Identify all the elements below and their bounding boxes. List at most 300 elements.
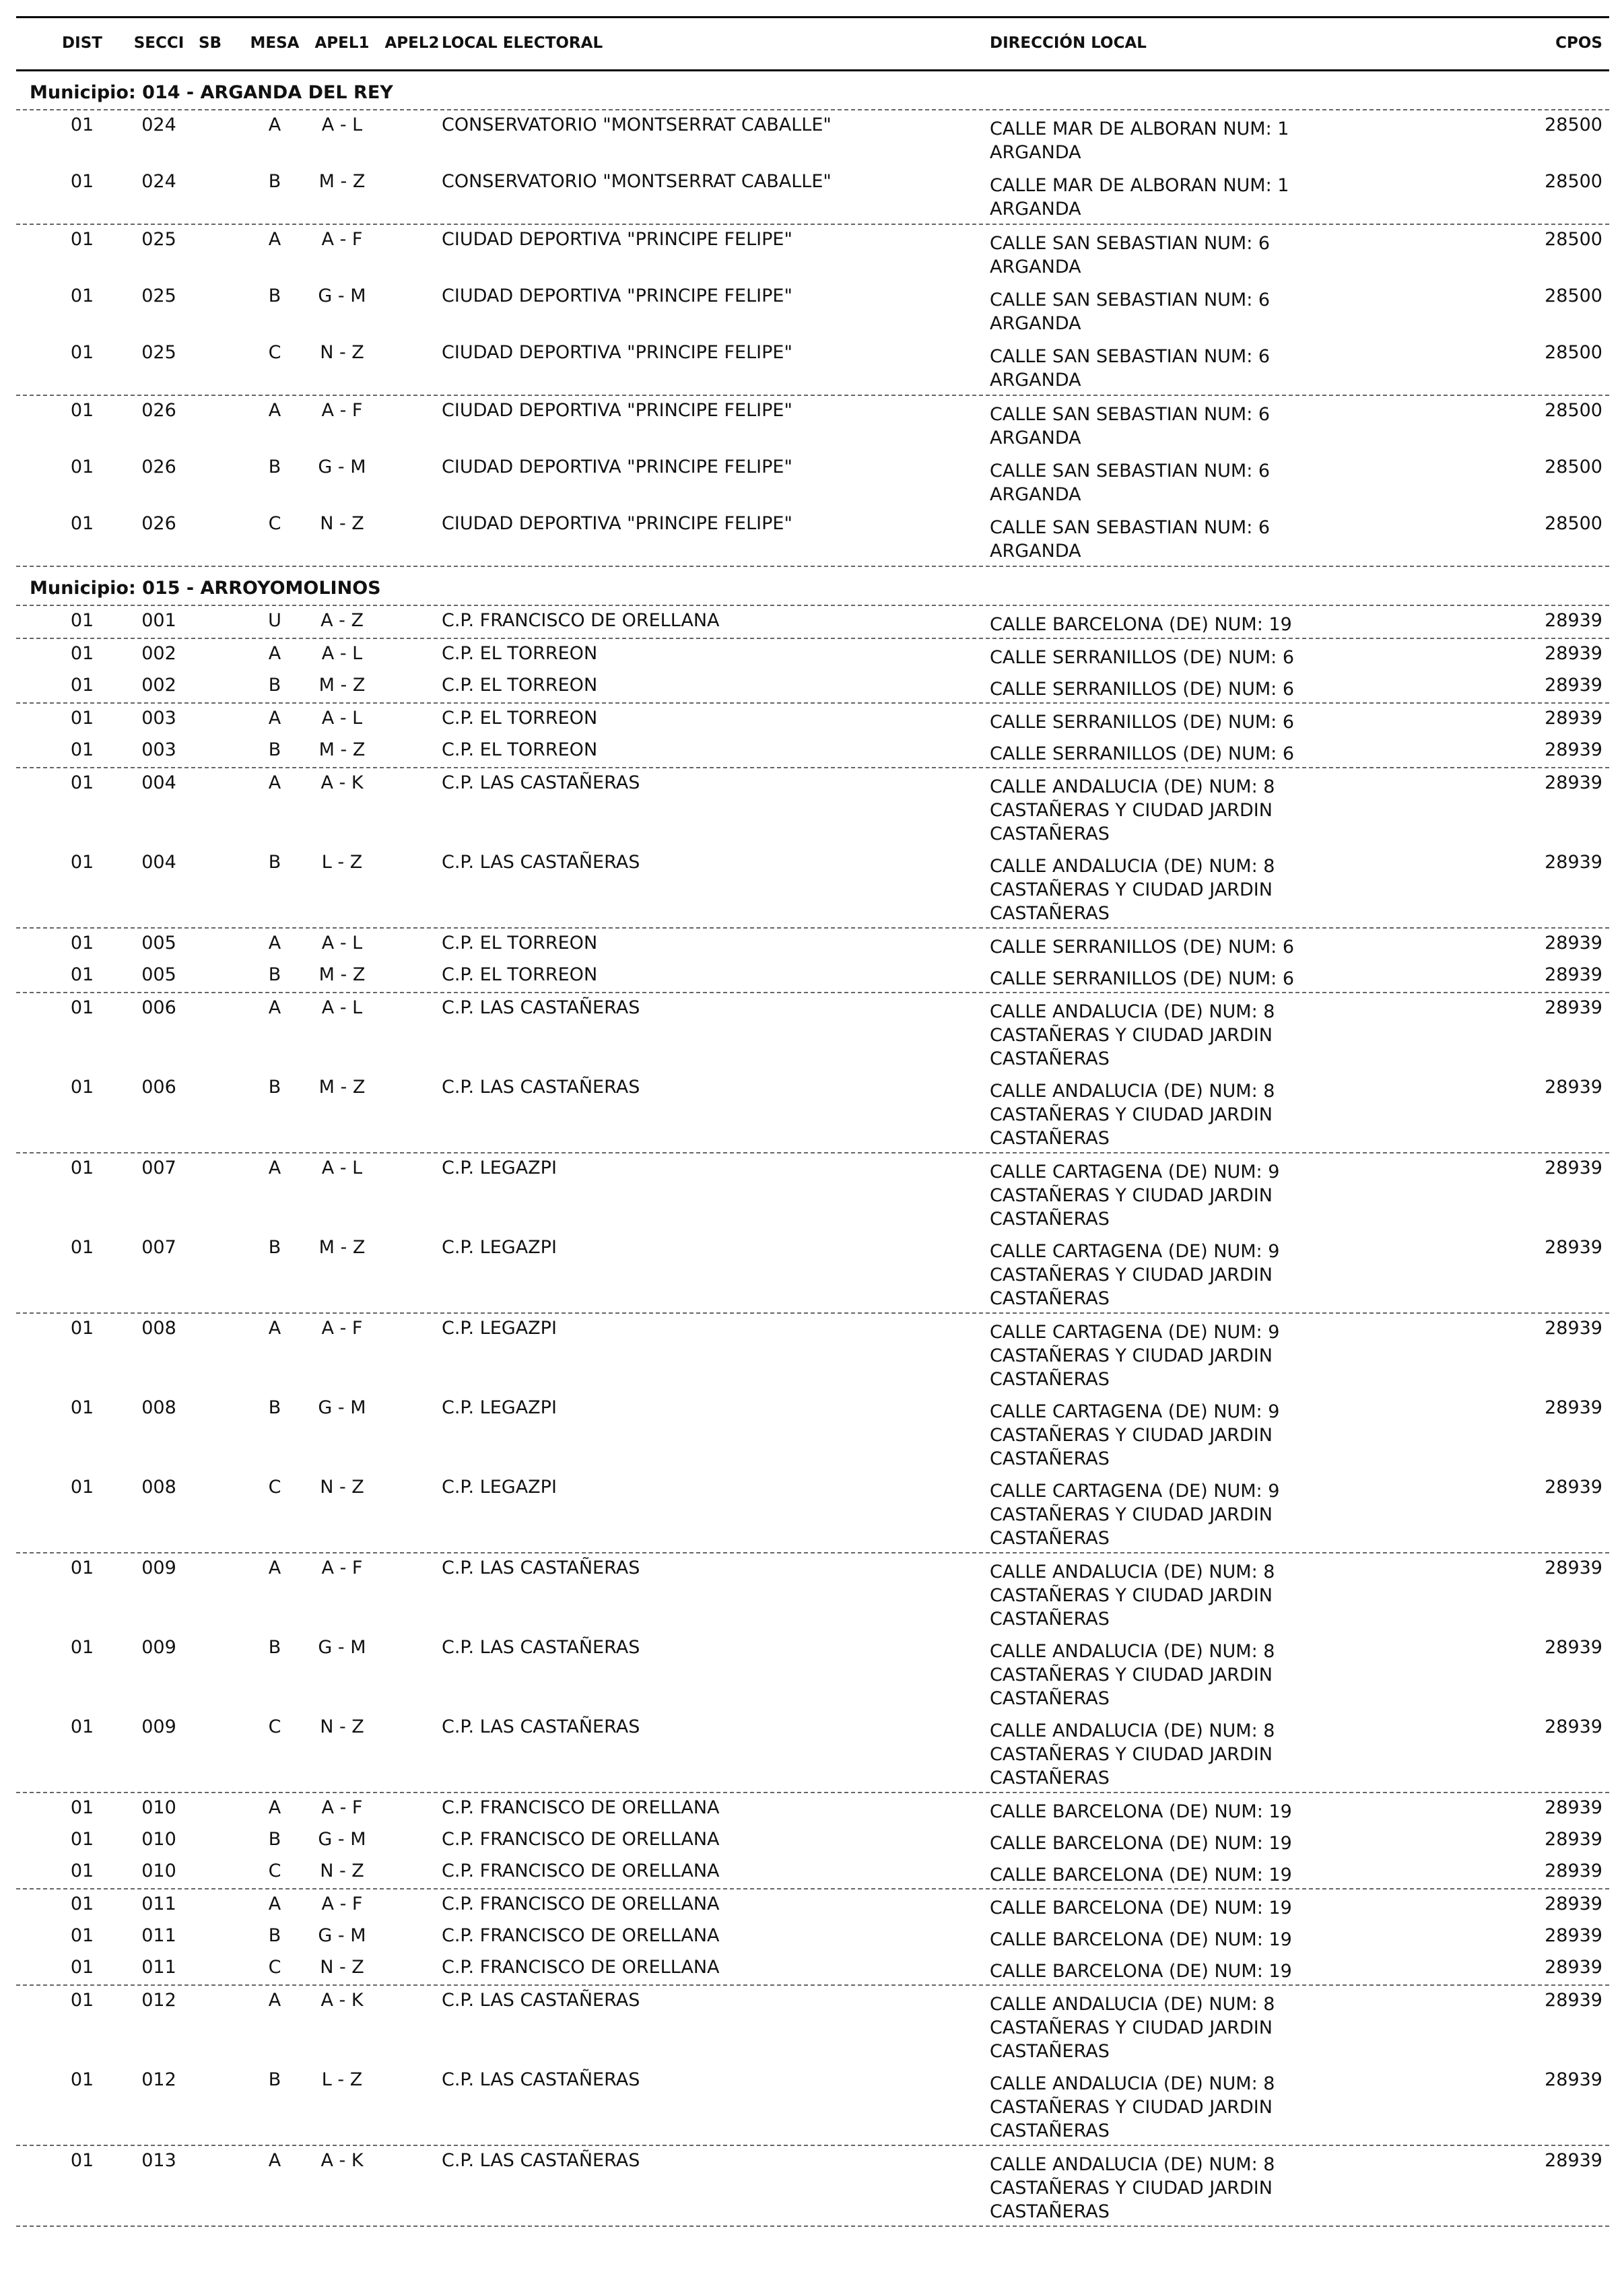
cell-secci: 007 <box>141 1237 176 1258</box>
cell-direccion-line: CASTAÑERAS <box>990 2201 1110 2222</box>
cell-mesa: B <box>268 1077 281 1098</box>
cell-direccion-line: CASTAÑERAS Y CIUDAD JARDIN <box>990 2017 1273 2038</box>
cell-direccion-line: CASTAÑERAS <box>990 1209 1110 1230</box>
cell-local: C.P. LEGAZPI <box>442 1237 557 1258</box>
section-group <box>16 1153 1609 1314</box>
table-row <box>16 1633 1609 1712</box>
cell-apel1: L - Z <box>321 852 363 873</box>
cell-cpos: 28939 <box>1545 1077 1602 1098</box>
cell-mesa: A <box>268 643 281 664</box>
cell-cpos: 28939 <box>1545 1318 1602 1339</box>
cell-mesa: A <box>268 1797 281 1818</box>
cell-apel1: N - Z <box>320 1957 364 1978</box>
section-group <box>16 1793 1609 1889</box>
cell-cpos: 28939 <box>1545 1158 1602 1178</box>
cell-direccion-line: CALLE SAN SEBASTIAN NUM: 6 <box>990 233 1271 254</box>
cell-dist: 01 <box>70 171 94 192</box>
cell-local: C.P. LAS CASTAÑERAS <box>442 997 640 1018</box>
cell-dist: 01 <box>70 852 94 873</box>
cell-dist: 01 <box>70 2150 94 2171</box>
header-mesa: MESA <box>250 34 300 52</box>
cell-cpos: 28939 <box>1545 1237 1602 1258</box>
header-dist: DIST <box>62 34 102 52</box>
cell-mesa: C <box>268 1861 281 1881</box>
header-secci: SECCI <box>133 34 184 52</box>
cell-secci: 009 <box>141 1716 176 1737</box>
cell-apel1: M - Z <box>318 171 366 192</box>
table-row <box>16 735 1609 767</box>
cell-apel1: A - F <box>321 1318 363 1339</box>
cell-direccion-line: CASTAÑERAS <box>990 1288 1110 1309</box>
cell-cpos: 28939 <box>1545 2069 1602 2090</box>
section-group <box>16 768 1609 929</box>
cell-direccion-line: CALLE SERRANILLOS (DE) NUM: 6 <box>990 968 1295 989</box>
cell-direccion-line: CASTAÑERAS Y CIUDAD JARDIN <box>990 1025 1273 1046</box>
cell-dist: 01 <box>70 457 94 477</box>
cell-dist: 01 <box>70 1477 94 1498</box>
cell-direccion-line: CASTAÑERAS Y CIUDAD JARDIN <box>990 800 1273 821</box>
cell-direccion-line: CASTAÑERAS <box>990 1128 1110 1149</box>
cell-dist: 01 <box>70 708 94 729</box>
cell-local: C.P. EL TORREON <box>442 675 598 696</box>
cell-dist: 01 <box>70 1829 94 1850</box>
cell-local: C.P. FRANCISCO DE ORELLANA <box>442 1894 720 1914</box>
cell-direccion-line: CASTAÑERAS <box>990 1528 1110 1549</box>
cell-secci: 005 <box>141 964 176 985</box>
cell-secci: 002 <box>141 675 176 696</box>
cell-local: C.P. LAS CASTAÑERAS <box>442 772 640 793</box>
cell-direccion-line: CALLE CARTAGENA (DE) NUM: 9 <box>990 1481 1280 1502</box>
cell-mesa: A <box>268 997 281 1018</box>
cell-secci: 013 <box>141 2150 176 2171</box>
cell-apel1: M - Z <box>318 739 366 760</box>
cell-dist: 01 <box>70 1797 94 1818</box>
cell-secci: 006 <box>141 1077 176 1098</box>
cell-mesa: A <box>268 1318 281 1339</box>
table-row <box>16 110 1609 167</box>
cell-local: C.P. LAS CASTAÑERAS <box>442 852 640 873</box>
cell-direccion-line: CALLE SERRANILLOS (DE) NUM: 6 <box>990 712 1295 733</box>
table-row <box>16 2065 1609 2145</box>
cell-direccion-line: CASTAÑERAS <box>990 824 1110 844</box>
cell-apel1: A - L <box>321 1158 363 1178</box>
cell-secci: 011 <box>141 1957 176 1978</box>
cell-direccion-line: CALLE ANDALUCIA (DE) NUM: 8 <box>990 2154 1275 2175</box>
section-group <box>16 993 1609 1153</box>
cell-cpos: 28500 <box>1545 513 1602 534</box>
table-row <box>16 1473 1609 1552</box>
cell-mesa: A <box>268 1990 281 2011</box>
cell-secci: 024 <box>141 171 176 192</box>
cell-local: CIUDAD DEPORTIVA "PRINCIPE FELIPE" <box>442 286 792 306</box>
cell-direccion-line: CALLE ANDALUCIA (DE) NUM: 8 <box>990 1994 1275 2015</box>
cell-secci: 004 <box>141 852 176 873</box>
cell-local: C.P. LAS CASTAÑERAS <box>442 1990 640 2011</box>
cell-apel1: G - M <box>318 286 366 306</box>
cell-mesa: B <box>268 852 281 873</box>
section-group <box>16 1553 1609 1793</box>
cell-apel1: M - Z <box>318 964 366 985</box>
cell-cpos: 28500 <box>1545 171 1602 192</box>
cell-direccion-line: ARGANDA <box>990 541 1081 562</box>
municipio-title: Municipio: 014 - ARGANDA DEL REY <box>30 82 393 103</box>
cell-mesa: A <box>268 708 281 729</box>
cell-direccion-line: CALLE ANDALUCIA (DE) NUM: 8 <box>990 1641 1275 1662</box>
cell-secci: 011 <box>141 1894 176 1914</box>
cell-dist: 01 <box>70 2069 94 2090</box>
cell-direccion-line: ARGANDA <box>990 484 1081 505</box>
cell-dist: 01 <box>70 1397 94 1418</box>
cell-local: C.P. LAS CASTAÑERAS <box>442 2069 640 2090</box>
cell-mesa: B <box>268 1637 281 1658</box>
cell-direccion-line: CALLE BARCELONA (DE) NUM: 19 <box>990 1929 1292 1950</box>
cell-apel1: M - Z <box>318 1077 366 1098</box>
cell-cpos: 28939 <box>1545 852 1602 873</box>
cell-direccion-line: CALLE BARCELONA (DE) NUM: 19 <box>990 1961 1292 1982</box>
cell-cpos: 28500 <box>1545 229 1602 250</box>
cell-direccion-line: CASTAÑERAS Y CIUDAD JARDIN <box>990 2178 1273 2199</box>
cell-dist: 01 <box>70 114 94 135</box>
table-row <box>16 1073 1609 1152</box>
cell-mesa: B <box>268 2069 281 2090</box>
cell-cpos: 28939 <box>1545 1957 1602 1978</box>
cell-secci: 011 <box>141 1925 176 1946</box>
cell-apel1: A - Z <box>320 610 364 631</box>
cell-local: C.P. EL TORREON <box>442 933 598 953</box>
cell-secci: 006 <box>141 997 176 1018</box>
table-row <box>16 1856 1609 1888</box>
cell-direccion-line: CALLE BARCELONA (DE) NUM: 19 <box>990 614 1292 635</box>
table-row <box>16 453 1609 509</box>
cell-apel1: A - L <box>321 933 363 953</box>
cell-direccion-line: CALLE SAN SEBASTIAN NUM: 6 <box>990 517 1271 538</box>
cell-cpos: 28939 <box>1545 675 1602 696</box>
cell-cpos: 28500 <box>1545 400 1602 421</box>
cell-cpos: 28939 <box>1545 739 1602 760</box>
cell-dist: 01 <box>70 513 94 534</box>
cell-mesa: C <box>268 1477 281 1498</box>
table-row <box>16 639 1609 671</box>
cell-apel1: G - M <box>318 457 366 477</box>
cell-direccion-line: CASTAÑERAS Y CIUDAD JARDIN <box>990 1665 1273 1685</box>
cell-direccion-line: CALLE MAR DE ALBORAN NUM: 1 <box>990 175 1289 196</box>
cell-local: C.P. FRANCISCO DE ORELLANA <box>442 1829 720 1850</box>
cell-dist: 01 <box>70 1894 94 1914</box>
cell-cpos: 28939 <box>1545 708 1602 729</box>
cell-direccion-line: ARGANDA <box>990 142 1081 163</box>
cell-direccion-line: ARGANDA <box>990 370 1081 391</box>
cell-apel1: N - Z <box>320 513 364 534</box>
cell-cpos: 28500 <box>1545 286 1602 306</box>
cell-local: C.P. LAS CASTAÑERAS <box>442 2150 640 2171</box>
cell-direccion-line: CALLE CARTAGENA (DE) NUM: 9 <box>990 1241 1280 1262</box>
cell-local: CIUDAD DEPORTIVA "PRINCIPE FELIPE" <box>442 457 792 477</box>
cell-direccion-line: CALLE ANDALUCIA (DE) NUM: 8 <box>990 1562 1275 1582</box>
cell-cpos: 28939 <box>1545 964 1602 985</box>
cell-cpos: 28939 <box>1545 1990 1602 2011</box>
cell-direccion-line: CASTAÑERAS <box>990 2120 1110 2141</box>
cell-dist: 01 <box>70 1925 94 1946</box>
cell-mesa: B <box>268 457 281 477</box>
cell-direccion-line: CALLE SAN SEBASTIAN NUM: 6 <box>990 461 1271 481</box>
cell-direccion-line: CASTAÑERAS Y CIUDAD JARDIN <box>990 1504 1273 1525</box>
cell-mesa: A <box>268 1894 281 1914</box>
cell-apel1: M - Z <box>318 675 366 696</box>
cell-secci: 002 <box>141 643 176 664</box>
header-local: LOCAL ELECTORAL <box>442 34 603 52</box>
section-group <box>16 1986 1609 2146</box>
cell-secci: 012 <box>141 2069 176 2090</box>
section-group <box>16 639 1609 704</box>
cell-direccion-line: CALLE SAN SEBASTIAN NUM: 6 <box>990 404 1271 425</box>
cell-secci: 003 <box>141 708 176 729</box>
table-row <box>16 1953 1609 1984</box>
cell-secci: 025 <box>141 342 176 363</box>
table-row <box>16 167 1609 224</box>
cell-apel1: A - K <box>320 1990 364 2011</box>
cell-cpos: 28939 <box>1545 1861 1602 1881</box>
cell-cpos: 28939 <box>1545 610 1602 631</box>
cell-direccion-line: CALLE BARCELONA (DE) NUM: 19 <box>990 1801 1292 1822</box>
cell-local: C.P. LAS CASTAÑERAS <box>442 1716 640 1737</box>
table-row <box>16 768 1609 848</box>
cell-dist: 01 <box>70 1237 94 1258</box>
cell-direccion-line: CALLE CARTAGENA (DE) NUM: 9 <box>990 1401 1280 1422</box>
cell-direccion-line: CALLE SAN SEBASTIAN NUM: 6 <box>990 290 1271 310</box>
cell-direccion-line: CALLE ANDALUCIA (DE) NUM: 8 <box>990 1081 1275 1102</box>
cell-direccion-line: CALLE SERRANILLOS (DE) NUM: 6 <box>990 937 1295 958</box>
cell-local: C.P. LEGAZPI <box>442 1158 557 1178</box>
cell-secci: 008 <box>141 1397 176 1418</box>
cell-local: C.P. LEGAZPI <box>442 1318 557 1339</box>
header-apel1: APEL1 <box>314 34 370 52</box>
cell-local: CIUDAD DEPORTIVA "PRINCIPE FELIPE" <box>442 342 792 363</box>
cell-direccion-line: CALLE ANDALUCIA (DE) NUM: 8 <box>990 1720 1275 1741</box>
cell-mesa: C <box>268 1716 281 1737</box>
table-row <box>16 1153 1609 1233</box>
table-row <box>16 1314 1609 1393</box>
cell-mesa: B <box>268 171 281 192</box>
cell-cpos: 28939 <box>1545 2150 1602 2171</box>
table-row <box>16 1921 1609 1953</box>
table-row <box>16 1825 1609 1856</box>
cell-apel1: A - K <box>320 772 364 793</box>
cell-cpos: 28939 <box>1545 997 1602 1018</box>
cell-direccion-line: CASTAÑERAS Y CIUDAD JARDIN <box>990 2097 1273 2118</box>
cell-local: C.P. FRANCISCO DE ORELLANA <box>442 1957 720 1978</box>
cell-direccion-line: CASTAÑERAS <box>990 1448 1110 1469</box>
cell-direccion-line: CALLE SERRANILLOS (DE) NUM: 6 <box>990 743 1295 764</box>
electoral-table <box>16 16 1609 2227</box>
cell-secci: 001 <box>141 610 176 631</box>
cell-dist: 01 <box>70 739 94 760</box>
cell-direccion-line: CASTAÑERAS Y CIUDAD JARDIN <box>990 1104 1273 1125</box>
cell-secci: 007 <box>141 1158 176 1178</box>
cell-direccion-line: ARGANDA <box>990 313 1081 334</box>
cell-direccion-line: CALLE SERRANILLOS (DE) NUM: 6 <box>990 679 1295 700</box>
cell-apel1: A - L <box>321 708 363 729</box>
cell-cpos: 28939 <box>1545 1894 1602 1914</box>
cell-apel1: L - Z <box>321 2069 363 2090</box>
cell-mesa: B <box>268 739 281 760</box>
cell-dist: 01 <box>70 342 94 363</box>
cell-mesa: A <box>268 2150 281 2171</box>
cell-apel1: G - M <box>318 1637 366 1658</box>
header-cpos: CPOS <box>1555 34 1602 52</box>
cell-dist: 01 <box>70 1158 94 1178</box>
cell-mesa: A <box>268 229 281 250</box>
cell-direccion-line: CASTAÑERAS <box>990 1048 1110 1069</box>
cell-local: C.P. LAS CASTAÑERAS <box>442 1558 640 1578</box>
cell-apel1: A - L <box>321 643 363 664</box>
cell-cpos: 28939 <box>1545 1829 1602 1850</box>
cell-secci: 004 <box>141 772 176 793</box>
cell-local: CIUDAD DEPORTIVA "PRINCIPE FELIPE" <box>442 513 792 534</box>
cell-local: C.P. EL TORREON <box>442 643 598 664</box>
cell-dist: 01 <box>70 1716 94 1737</box>
table-row <box>16 960 1609 992</box>
cell-local: CONSERVATORIO "MONTSERRAT CABALLE" <box>442 171 832 192</box>
cell-direccion-line: CALLE SERRANILLOS (DE) NUM: 6 <box>990 647 1295 668</box>
cell-secci: 005 <box>141 933 176 953</box>
cell-cpos: 28939 <box>1545 1925 1602 1946</box>
cell-local: C.P. LEGAZPI <box>442 1477 557 1498</box>
cell-mesa: C <box>268 342 281 363</box>
cell-mesa: U <box>268 610 281 631</box>
cell-mesa: B <box>268 1829 281 1850</box>
cell-cpos: 28939 <box>1545 1637 1602 1658</box>
table-row <box>16 509 1609 566</box>
cell-direccion-line: CASTAÑERAS <box>990 1768 1110 1788</box>
cell-direccion-line: CASTAÑERAS <box>990 1609 1110 1630</box>
cell-secci: 003 <box>141 739 176 760</box>
cell-dist: 01 <box>70 286 94 306</box>
cell-direccion-line: CASTAÑERAS Y CIUDAD JARDIN <box>990 1185 1273 1206</box>
cell-local: C.P. EL TORREON <box>442 739 598 760</box>
cell-cpos: 28500 <box>1545 342 1602 363</box>
cell-direccion-line: CALLE CARTAGENA (DE) NUM: 9 <box>990 1322 1280 1343</box>
table-body <box>16 71 1609 2227</box>
table-row <box>16 1393 1609 1473</box>
cell-mesa: A <box>268 400 281 421</box>
table-row <box>16 396 1609 453</box>
cell-mesa: C <box>268 513 281 534</box>
cell-local: C.P. FRANCISCO DE ORELLANA <box>442 1797 720 1818</box>
cell-dist: 01 <box>70 229 94 250</box>
header-direccion: DIRECCIÓN LOCAL <box>990 34 1147 52</box>
cell-secci: 010 <box>141 1829 176 1850</box>
cell-direccion-line: CALLE ANDALUCIA (DE) NUM: 8 <box>990 856 1275 877</box>
table-row <box>16 1233 1609 1312</box>
cell-apel1: A - L <box>321 997 363 1018</box>
section-group <box>16 396 1609 567</box>
cell-cpos: 28939 <box>1545 1797 1602 1818</box>
cell-apel1: G - M <box>318 1925 366 1946</box>
cell-apel1: A - K <box>320 2150 364 2171</box>
section-group <box>16 225 1609 396</box>
cell-direccion-line: CASTAÑERAS <box>990 903 1110 924</box>
cell-direccion-line: ARGANDA <box>990 428 1081 448</box>
cell-dist: 01 <box>70 643 94 664</box>
cell-local: C.P. LAS CASTAÑERAS <box>442 1077 640 1098</box>
municipio-header <box>16 71 1609 110</box>
cell-direccion-line: CASTAÑERAS Y CIUDAD JARDIN <box>990 1345 1273 1366</box>
cell-mesa: A <box>268 1558 281 1578</box>
cell-mesa: C <box>268 1957 281 1978</box>
cell-apel1: G - M <box>318 1829 366 1850</box>
cell-dist: 01 <box>70 997 94 1018</box>
cell-local: C.P. FRANCISCO DE ORELLANA <box>442 1925 720 1946</box>
cell-secci: 009 <box>141 1637 176 1658</box>
cell-direccion-line: ARGANDA <box>990 199 1081 220</box>
cell-secci: 025 <box>141 229 176 250</box>
cell-secci: 026 <box>141 513 176 534</box>
header-sb: SB <box>198 34 222 52</box>
cell-apel1: M - Z <box>318 1237 366 1258</box>
table-row <box>16 848 1609 927</box>
cell-local: C.P. EL TORREON <box>442 964 598 985</box>
cell-direccion-line: CASTAÑERAS Y CIUDAD JARDIN <box>990 1265 1273 1285</box>
cell-secci: 024 <box>141 114 176 135</box>
table-header <box>16 18 1609 71</box>
cell-dist: 01 <box>70 1318 94 1339</box>
cell-cpos: 28939 <box>1545 933 1602 953</box>
table-row <box>16 2146 1609 2225</box>
cell-secci: 008 <box>141 1318 176 1339</box>
cell-dist: 01 <box>70 610 94 631</box>
cell-local: CONSERVATORIO "MONTSERRAT CABALLE" <box>442 114 832 135</box>
cell-direccion-line: CALLE CARTAGENA (DE) NUM: 9 <box>990 1162 1280 1182</box>
cell-direccion-line: CALLE BARCELONA (DE) NUM: 19 <box>990 1833 1292 1854</box>
cell-direccion-line: CASTAÑERAS <box>990 1369 1110 1390</box>
cell-secci: 026 <box>141 400 176 421</box>
table-row <box>16 993 1609 1073</box>
section-group <box>16 110 1609 225</box>
cell-secci: 025 <box>141 286 176 306</box>
cell-apel1: A - F <box>321 229 363 250</box>
section-group <box>16 1314 1609 1553</box>
table-row <box>16 338 1609 395</box>
cell-direccion-line: ARGANDA <box>990 257 1081 277</box>
cell-apel1: N - Z <box>320 1861 364 1881</box>
municipio-title: Municipio: 015 - ARROYOMOLINOS <box>30 578 381 599</box>
cell-secci: 012 <box>141 1990 176 2011</box>
cell-direccion-line: CASTAÑERAS Y CIUDAD JARDIN <box>990 1425 1273 1446</box>
cell-cpos: 28939 <box>1545 772 1602 793</box>
cell-local: C.P. LAS CASTAÑERAS <box>442 1637 640 1658</box>
section-group <box>16 1889 1609 1986</box>
cell-mesa: B <box>268 286 281 306</box>
table-row <box>16 1712 1609 1792</box>
cell-direccion-line: CASTAÑERAS Y CIUDAD JARDIN <box>990 879 1273 900</box>
cell-direccion-line: CALLE BARCELONA (DE) NUM: 19 <box>990 1865 1292 1885</box>
municipio-header <box>16 567 1609 606</box>
cell-dist: 01 <box>70 964 94 985</box>
cell-direccion-line: CALLE ANDALUCIA (DE) NUM: 8 <box>990 1001 1275 1022</box>
cell-local: C.P. EL TORREON <box>442 708 598 729</box>
table-row <box>16 671 1609 702</box>
cell-dist: 01 <box>70 1990 94 2011</box>
cell-apel1: N - Z <box>320 1716 364 1737</box>
cell-mesa: B <box>268 675 281 696</box>
cell-direccion-line: CALLE SAN SEBASTIAN NUM: 6 <box>990 346 1271 367</box>
cell-apel1: N - Z <box>320 342 364 363</box>
cell-mesa: A <box>268 933 281 953</box>
cell-apel1: A - F <box>321 1894 363 1914</box>
cell-dist: 01 <box>70 933 94 953</box>
cell-dist: 01 <box>70 1077 94 1098</box>
table-row <box>16 281 1609 338</box>
